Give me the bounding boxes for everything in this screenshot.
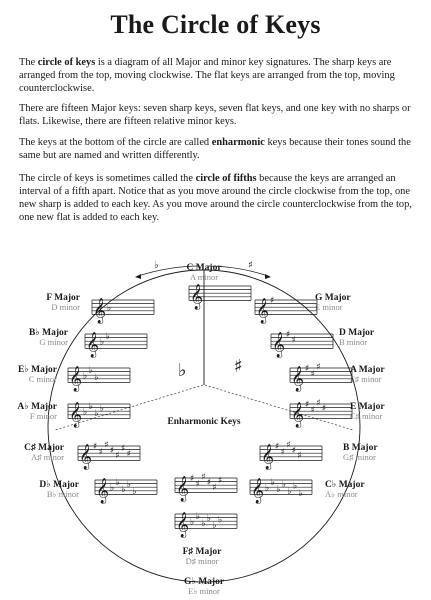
sharp-icon: ♯ [305,400,310,411]
minor-key-label: D minor [51,302,80,312]
enharmonic-paragraph [19,136,419,162]
sharp-icon: ♯ [280,447,285,458]
key-signature-staff [95,477,157,503]
flat-icon: ♭ [287,487,292,497]
minor-key-label: F minor [29,411,57,421]
key-signature-staff [175,511,237,537]
treble-clef-icon: 𝄞 [176,512,190,538]
flat-direction-symbol: ♭ [154,260,159,271]
p1-term: circle of keys [37,57,96,68]
minor-key-label: A♯ minor [31,452,64,462]
flat-icon: ♭ [110,483,115,494]
flat-icon: ♭ [281,479,287,490]
page-title: The Circle of Keys [110,10,321,39]
major-key-label: F♯ Major [182,547,222,557]
treble-clef-icon: 𝄞 [79,444,93,470]
sharp-icon: ♯ [104,440,109,451]
sharp-icon: ♯ [286,330,291,341]
key-signature-staff [250,477,312,503]
sharp-icon: ♯ [190,474,195,485]
major-key-label: G Major [315,293,351,303]
sharp-icon: ♯ [321,403,327,414]
treble-clef-icon: 𝄞 [93,298,107,324]
sharp-icon: ♯ [115,451,120,462]
major-key-label: A♭ Major [17,402,57,412]
key-group-f [46,293,154,323]
flat-icon: ♭ [265,483,270,494]
major-key-label: D♭ Major [39,480,79,490]
flat-icon: ♭ [270,478,275,488]
key-group-eb [18,365,130,391]
treble-clef-icon: 𝄞 [190,284,204,310]
flat-icon: ♭ [218,515,223,526]
sharp-direction-symbol: ♯ [248,260,253,271]
flat-icon: ♭ [132,487,137,497]
arrowhead-right-icon [265,274,271,279]
flat-icon: ♭ [126,479,132,490]
sharp-icon: ♯ [275,442,280,453]
sharp-side-symbol: ♯ [234,356,243,377]
key-signature-staff [290,398,352,427]
p1-text-a: The [19,57,38,68]
major-key-label: E♭ Major [17,365,57,375]
flat-icon: ♭ [83,407,88,418]
flat-icon: ♭ [83,371,88,382]
sharp-icon: ♯ [121,444,126,454]
sharp-icon: ♯ [310,369,315,380]
sharp-icon: ♯ [109,445,115,456]
treble-clef-icon: 𝄞 [251,478,265,504]
key-signature-staff [290,362,352,391]
major-key-label: B♭ Major [28,328,68,338]
key-group-e [290,398,385,427]
major-key-label: F Major [46,293,80,303]
minor-key-label: D♯ minor [185,556,219,566]
treble-clef-icon: 𝄞 [291,366,305,392]
minor-key-label: C♯ minor [350,411,383,421]
key-group-c [186,263,251,309]
fifths-paragraph [19,172,419,224]
intro-paragraph [19,56,419,95]
treble-clef-icon: 𝄞 [272,332,286,358]
key-signature-staff [68,401,130,427]
sharp-icon: ♯ [286,440,291,451]
flat-icon: ♭ [201,519,206,530]
sharp-icon: ♯ [310,405,315,416]
minor-key-label: E minor [315,302,343,312]
p4-term: circle of fifths [195,173,257,184]
treble-clef-icon: 𝄞 [96,478,110,504]
minor-key-label: A minor [189,272,219,282]
minor-key-label: G minor [39,337,68,347]
flat-icon: ♭ [212,521,217,531]
major-key-label: C♯ Major [24,443,64,453]
flat-icon: ♭ [88,366,93,376]
arrowhead-left-icon [135,274,141,279]
treble-clef-icon: 𝄞 [256,298,270,324]
treble-clef-icon: 𝄞 [261,444,275,470]
flat-icon: ♭ [94,409,99,420]
major-key-label: E Major [350,402,385,412]
key-group-db [39,477,157,503]
key-group-cs [24,440,140,469]
sharp-icon: ♯ [93,442,98,453]
sharp-icon: ♯ [126,449,131,460]
sharp-icon: ♯ [297,451,302,462]
flat-icon: ♭ [298,488,303,499]
circle-of-keys-diagram [0,258,431,600]
sharp-icon: ♯ [218,476,223,486]
enharmonic-keys-label: Enharmonic Keys [167,417,241,427]
minor-key-label: E♭ minor [188,586,220,596]
flat-icon: ♭ [293,481,298,492]
sharp-icon: ♯ [316,362,321,373]
treble-clef-icon: 𝄞 [86,332,100,358]
key-signature-staff [78,440,140,469]
key-group-g [255,293,351,323]
flat-icon: ♭ [190,517,195,528]
sharp-icon: ♯ [305,364,310,375]
major-key-label: C♭ Major [325,480,365,490]
minor-key-label: C minor [28,374,57,384]
major-key-label: G♭ Major [183,577,225,587]
minor-key-label: F♯ minor [350,374,382,384]
key-signature-staff [85,331,147,357]
sharp-icon: ♯ [291,445,297,456]
keys-layer [17,263,385,596]
flat-icon: ♭ [107,303,112,314]
major-key-label: A Major [350,365,385,375]
p3-text-c: keys because their tones sound the same but are named and written differently. [19,137,411,161]
sharp-icon: ♯ [201,472,206,483]
key-group-ab [17,401,130,427]
minor-key-label: A♭ minor [325,489,358,499]
major-key-label: B Major [343,443,378,453]
key-group-cb [250,477,365,503]
key-count-paragraph: There are fifteen Major keys: seven sharp keys, seven flat keys, and one key with no sharps or flats. Likewise, there are fifteen relative minor keys. [19,103,411,127]
major-key-label: D Major [339,328,375,338]
flat-icon: ♭ [121,485,126,496]
p3-text-a: The keys at the bottom of the circle are called [19,137,212,148]
treble-clef-icon: 𝄞 [69,402,83,428]
sharp-icon: ♯ [195,479,200,490]
sharp-icon: ♯ [291,335,296,346]
flat-icon: ♭ [115,478,120,488]
major-key-label: C Major [186,263,222,273]
treble-clef-icon: 𝄞 [291,402,305,428]
sharp-icon: ♯ [98,447,103,458]
flat-icon: ♭ [105,332,110,342]
sharp-icon: ♯ [316,398,321,409]
minor-key-label: G♯ minor [343,452,376,462]
flat-side-symbol: ♭ [178,360,187,381]
flat-icon: ♭ [195,512,200,522]
key-signature-staff [260,440,322,469]
key-signature-staff [271,330,333,357]
flat-icon: ♭ [100,337,105,348]
key-signature-staff [68,365,130,391]
p4-text-a: The circle of keys is sometimes called the [19,173,196,184]
p4-text-c: because the keys are arranged an interval of a fifth apart. Notice that as you move around the circle clockwise from the top, one new sharp is added to each key. As you move around the circle counterclockwise from the top, one new flat is added to each key. [19,173,412,223]
sharp-icon: ♯ [212,483,217,494]
key-signature-staff [175,472,237,501]
flat-icon: ♭ [94,373,99,384]
minor-key-label: B♭ minor [46,489,79,499]
key-group-a [290,362,385,391]
sharp-icon: ♯ [206,477,212,488]
p1-text-c: is a diagram of all Major and minor key signatures. The sharp keys are arranged from the top, moving clockwise. The flat keys are arranged from the top, moving counterclockwise. [19,57,395,94]
key-group-b [260,440,378,469]
flat-icon: ♭ [88,402,93,412]
key-signature-staff [189,283,251,309]
treble-clef-icon: 𝄞 [176,476,190,502]
flat-icon: ♭ [276,485,281,496]
key-signature-staff [92,297,154,323]
p3-term: enharmonic [211,137,265,148]
treble-clef-icon: 𝄞 [69,366,83,392]
minor-key-label: B minor [339,337,368,347]
key-group-bb [29,328,147,357]
flat-icon: ♭ [99,403,105,414]
sharp-icon: ♯ [270,296,275,307]
key-group-d [271,328,375,357]
flat-icon: ♭ [206,513,212,524]
